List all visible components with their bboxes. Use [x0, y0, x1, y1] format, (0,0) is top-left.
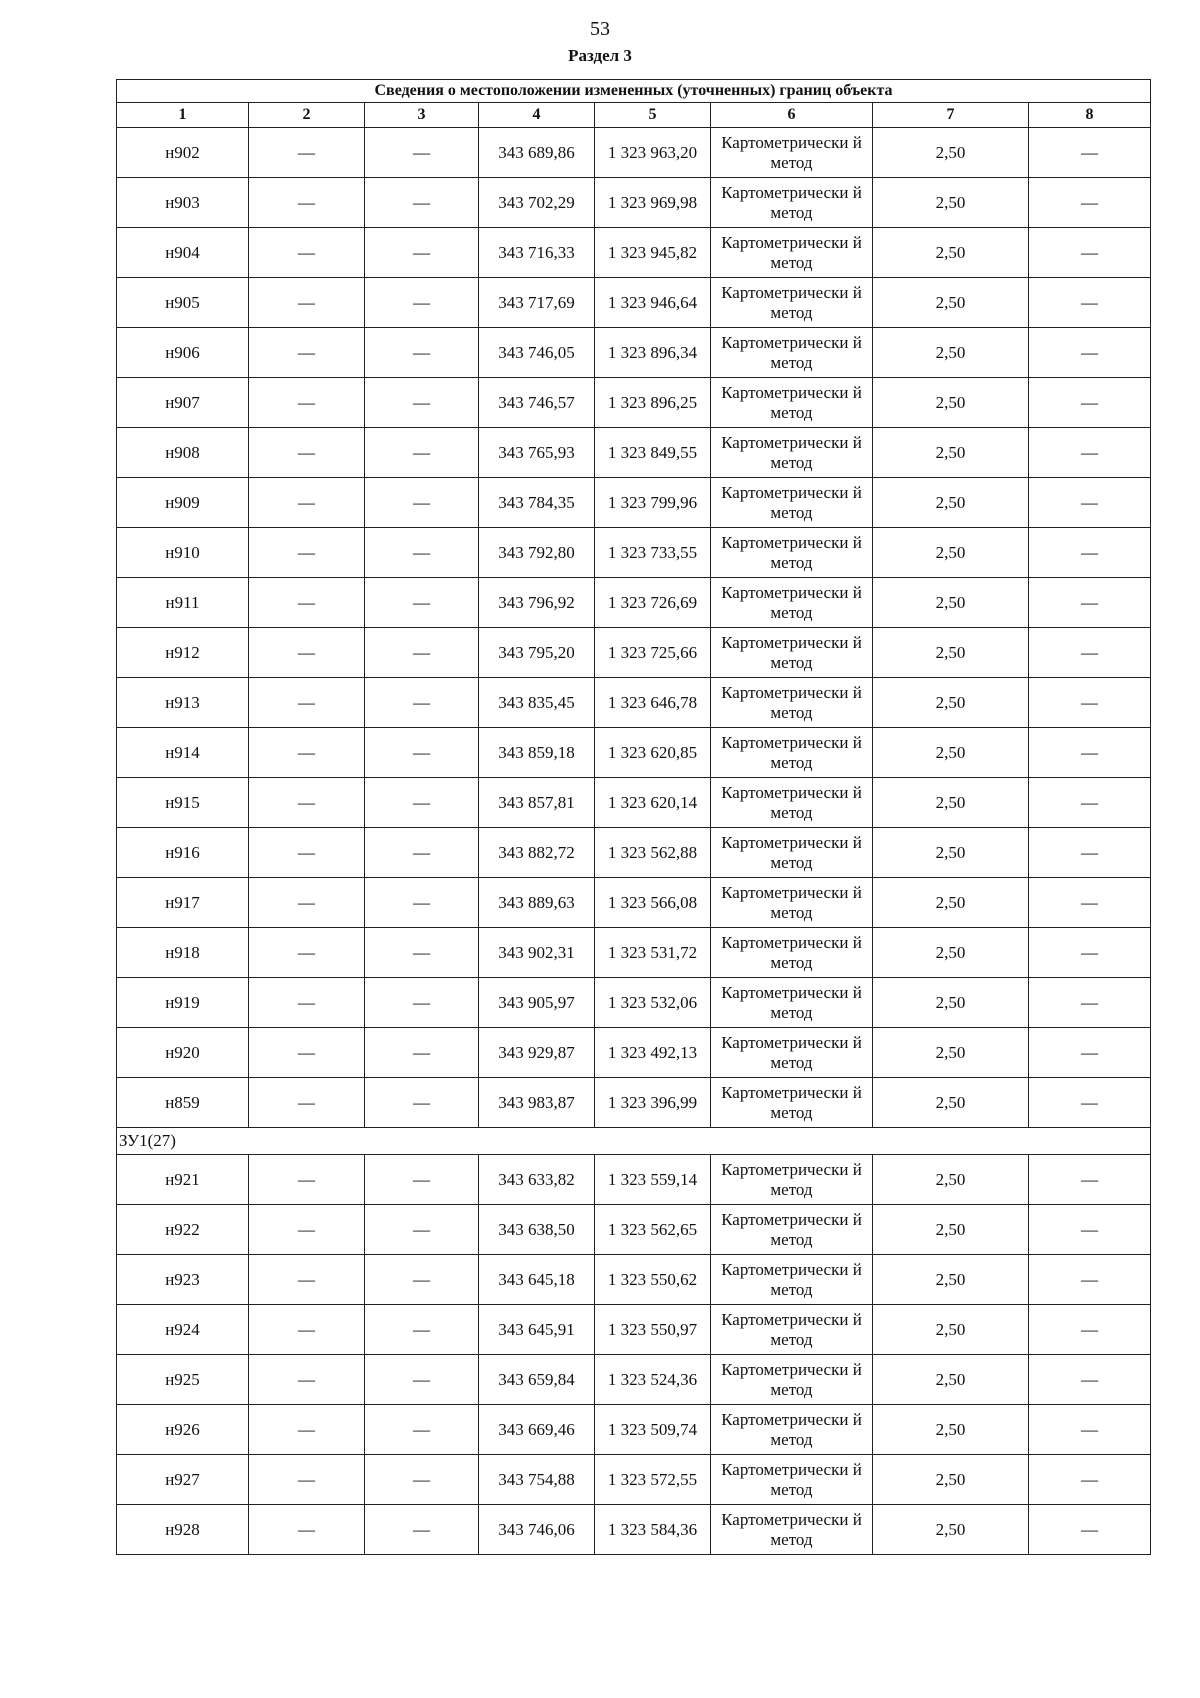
- dash-cell: —: [1029, 578, 1151, 628]
- method-cell: Картометрически й метод: [711, 378, 873, 428]
- accuracy-cell: 2,50: [873, 128, 1029, 178]
- method-cell: Картометрически й метод: [711, 578, 873, 628]
- y-coordinate-cell: 1 323 584,36: [595, 1505, 711, 1555]
- table-row: [117, 528, 1151, 578]
- x-coordinate-cell: 343 633,82: [479, 1155, 595, 1205]
- method-cell: Картометрически й метод: [711, 228, 873, 278]
- point-cell: н911: [117, 578, 249, 628]
- x-coordinate-cell: 343 716,33: [479, 228, 595, 278]
- dash-cell: —: [1029, 228, 1151, 278]
- dash-cell: —: [1029, 378, 1151, 428]
- accuracy-cell: 2,50: [873, 328, 1029, 378]
- dash-cell: —: [1029, 928, 1151, 978]
- method-cell: Картометрически й метод: [711, 728, 873, 778]
- x-coordinate-cell: 343 765,93: [479, 428, 595, 478]
- accuracy-cell: 2,50: [873, 728, 1029, 778]
- method-cell: Картометрически й метод: [711, 978, 873, 1028]
- section-title: Раздел 3: [568, 46, 632, 65]
- table-body-part1: [117, 128, 1151, 1128]
- dash-cell: —: [365, 278, 479, 328]
- table-row: [117, 1255, 1151, 1305]
- method-cell: Картометрически й метод: [711, 1078, 873, 1128]
- dash-cell: —: [365, 1078, 479, 1128]
- dash-cell: —: [365, 728, 479, 778]
- x-coordinate-cell: 343 717,69: [479, 278, 595, 328]
- dash-cell: —: [365, 528, 479, 578]
- point-cell: н906: [117, 328, 249, 378]
- dash-cell: —: [249, 1405, 365, 1455]
- dash-cell: —: [365, 1355, 479, 1405]
- dash-cell: —: [365, 678, 479, 728]
- dash-cell: —: [249, 628, 365, 678]
- dash-cell: —: [249, 1155, 365, 1205]
- dash-cell: —: [249, 1505, 365, 1555]
- y-coordinate-cell: 1 323 896,25: [595, 378, 711, 428]
- accuracy-cell: 2,50: [873, 278, 1029, 328]
- column-number: 1: [117, 103, 249, 128]
- dash-cell: —: [1029, 978, 1151, 1028]
- y-coordinate-cell: 1 323 509,74: [595, 1405, 711, 1455]
- table-row: [117, 778, 1151, 828]
- y-coordinate-cell: 1 323 559,14: [595, 1155, 711, 1205]
- dash-cell: —: [365, 178, 479, 228]
- accuracy-cell: 2,50: [873, 528, 1029, 578]
- y-coordinate-cell: 1 323 799,96: [595, 478, 711, 528]
- dash-cell: —: [365, 1405, 479, 1455]
- point-cell: н925: [117, 1355, 249, 1405]
- point-cell: н909: [117, 478, 249, 528]
- column-number: 8: [1029, 103, 1151, 128]
- dash-cell: —: [365, 828, 479, 878]
- dash-cell: —: [249, 1305, 365, 1355]
- x-coordinate-cell: 343 905,97: [479, 978, 595, 1028]
- dash-cell: —: [249, 1355, 365, 1405]
- accuracy-cell: 2,50: [873, 228, 1029, 278]
- point-cell: н924: [117, 1305, 249, 1355]
- y-coordinate-cell: 1 323 963,20: [595, 128, 711, 178]
- table-row: [117, 678, 1151, 728]
- accuracy-cell: 2,50: [873, 778, 1029, 828]
- method-cell: Картометрически й метод: [711, 278, 873, 328]
- dash-cell: —: [1029, 328, 1151, 378]
- accuracy-cell: 2,50: [873, 1155, 1029, 1205]
- method-cell: Картометрически й метод: [711, 628, 873, 678]
- dash-cell: —: [249, 328, 365, 378]
- method-cell: Картометрически й метод: [711, 1355, 873, 1405]
- dash-cell: —: [365, 1205, 479, 1255]
- dash-cell: —: [1029, 628, 1151, 678]
- accuracy-cell: 2,50: [873, 578, 1029, 628]
- method-cell: Картометрически й метод: [711, 1505, 873, 1555]
- dash-cell: —: [249, 1205, 365, 1255]
- table-row: [117, 128, 1151, 178]
- x-coordinate-cell: 343 902,31: [479, 928, 595, 978]
- column-number-row: [117, 103, 1151, 128]
- dash-cell: —: [365, 878, 479, 928]
- y-coordinate-cell: 1 323 562,65: [595, 1205, 711, 1255]
- point-cell: н859: [117, 1078, 249, 1128]
- x-coordinate-cell: 343 796,92: [479, 578, 595, 628]
- dash-cell: —: [365, 478, 479, 528]
- table-row: [117, 1078, 1151, 1128]
- column-number: 6: [711, 103, 873, 128]
- table-row: [117, 578, 1151, 628]
- point-cell: н903: [117, 178, 249, 228]
- method-cell: Картометрически й метод: [711, 828, 873, 878]
- point-cell: н923: [117, 1255, 249, 1305]
- point-cell: н905: [117, 278, 249, 328]
- point-cell: н916: [117, 828, 249, 878]
- point-cell: н922: [117, 1205, 249, 1255]
- dash-cell: —: [365, 978, 479, 1028]
- x-coordinate-cell: 343 889,63: [479, 878, 595, 928]
- accuracy-cell: 2,50: [873, 1455, 1029, 1505]
- dash-cell: —: [365, 328, 479, 378]
- y-coordinate-cell: 1 323 646,78: [595, 678, 711, 728]
- table-row: [117, 378, 1151, 428]
- point-cell: н902: [117, 128, 249, 178]
- y-coordinate-cell: 1 323 946,64: [595, 278, 711, 328]
- method-cell: Картометрически й метод: [711, 428, 873, 478]
- dash-cell: —: [1029, 428, 1151, 478]
- dash-cell: —: [1029, 828, 1151, 878]
- accuracy-cell: 2,50: [873, 1355, 1029, 1405]
- dash-cell: —: [1029, 1405, 1151, 1455]
- table-row: [117, 278, 1151, 328]
- dash-cell: —: [1029, 1205, 1151, 1255]
- group-separator: [117, 1128, 1151, 1155]
- y-coordinate-cell: 1 323 562,88: [595, 828, 711, 878]
- y-coordinate-cell: 1 323 849,55: [595, 428, 711, 478]
- x-coordinate-cell: 343 983,87: [479, 1078, 595, 1128]
- dash-cell: —: [249, 428, 365, 478]
- y-coordinate-cell: 1 323 726,69: [595, 578, 711, 628]
- dash-cell: —: [365, 628, 479, 678]
- dash-cell: —: [365, 1255, 479, 1305]
- table-row: [117, 878, 1151, 928]
- dash-cell: —: [365, 128, 479, 178]
- point-cell: н928: [117, 1505, 249, 1555]
- method-cell: Картометрически й метод: [711, 128, 873, 178]
- y-coordinate-cell: 1 323 550,97: [595, 1305, 711, 1355]
- table-caption: Сведения о местоположении измененных (уточненных) границ объекта: [117, 80, 1151, 103]
- y-coordinate-cell: 1 323 492,13: [595, 1028, 711, 1078]
- x-coordinate-cell: 343 645,91: [479, 1305, 595, 1355]
- dash-cell: —: [1029, 1305, 1151, 1355]
- dash-cell: —: [1029, 128, 1151, 178]
- dash-cell: —: [365, 378, 479, 428]
- table-row: [117, 928, 1151, 978]
- method-cell: Картометрически й метод: [711, 1305, 873, 1355]
- accuracy-cell: 2,50: [873, 928, 1029, 978]
- method-cell: Картометрически й метод: [711, 1405, 873, 1455]
- method-cell: Картометрически й метод: [711, 878, 873, 928]
- point-cell: н908: [117, 428, 249, 478]
- method-cell: Картометрически й метод: [711, 1155, 873, 1205]
- dash-cell: —: [365, 778, 479, 828]
- column-number: 5: [595, 103, 711, 128]
- dash-cell: —: [1029, 728, 1151, 778]
- y-coordinate-cell: 1 323 532,06: [595, 978, 711, 1028]
- dash-cell: —: [365, 578, 479, 628]
- dash-cell: —: [1029, 878, 1151, 928]
- dash-cell: —: [1029, 278, 1151, 328]
- x-coordinate-cell: 343 795,20: [479, 628, 595, 678]
- table-row: [117, 1305, 1151, 1355]
- table-row: [117, 1155, 1151, 1205]
- accuracy-cell: 2,50: [873, 1028, 1029, 1078]
- point-cell: н921: [117, 1155, 249, 1205]
- table-row: [117, 1405, 1151, 1455]
- method-cell: Картометрически й метод: [711, 928, 873, 978]
- accuracy-cell: 2,50: [873, 628, 1029, 678]
- dash-cell: —: [249, 1455, 365, 1505]
- point-cell: н917: [117, 878, 249, 928]
- y-coordinate-cell: 1 323 524,36: [595, 1355, 711, 1405]
- point-cell: н913: [117, 678, 249, 728]
- dash-cell: —: [1029, 678, 1151, 728]
- point-cell: н920: [117, 1028, 249, 1078]
- accuracy-cell: 2,50: [873, 428, 1029, 478]
- table-row: [117, 328, 1151, 378]
- x-coordinate-cell: 343 638,50: [479, 1205, 595, 1255]
- point-cell: н904: [117, 228, 249, 278]
- table-row: [117, 428, 1151, 478]
- accuracy-cell: 2,50: [873, 1405, 1029, 1455]
- point-cell: н914: [117, 728, 249, 778]
- y-coordinate-cell: 1 323 531,72: [595, 928, 711, 978]
- y-coordinate-cell: 1 323 945,82: [595, 228, 711, 278]
- accuracy-cell: 2,50: [873, 378, 1029, 428]
- accuracy-cell: 2,50: [873, 1505, 1029, 1555]
- dash-cell: —: [1029, 1078, 1151, 1128]
- method-cell: Картометрически й метод: [711, 178, 873, 228]
- dash-cell: —: [1029, 178, 1151, 228]
- table-row: [117, 1505, 1151, 1555]
- y-coordinate-cell: 1 323 969,98: [595, 178, 711, 228]
- x-coordinate-cell: 343 659,84: [479, 1355, 595, 1405]
- y-coordinate-cell: 1 323 733,55: [595, 528, 711, 578]
- accuracy-cell: 2,50: [873, 1078, 1029, 1128]
- dash-cell: —: [249, 1028, 365, 1078]
- group-label: ЗУ1(27): [117, 1128, 1151, 1155]
- x-coordinate-cell: 343 784,35: [479, 478, 595, 528]
- table-row: [117, 228, 1151, 278]
- method-cell: Картометрически й метод: [711, 528, 873, 578]
- point-cell: н910: [117, 528, 249, 578]
- page-number: 53: [590, 18, 610, 40]
- accuracy-cell: 2,50: [873, 1305, 1029, 1355]
- dash-cell: —: [1029, 528, 1151, 578]
- x-coordinate-cell: 343 669,46: [479, 1405, 595, 1455]
- y-coordinate-cell: 1 323 620,14: [595, 778, 711, 828]
- dash-cell: —: [365, 928, 479, 978]
- table-row: [117, 178, 1151, 228]
- y-coordinate-cell: 1 323 725,66: [595, 628, 711, 678]
- method-cell: Картометрически й метод: [711, 1205, 873, 1255]
- table-row: [117, 828, 1151, 878]
- dash-cell: —: [1029, 478, 1151, 528]
- table-row: [117, 1455, 1151, 1505]
- accuracy-cell: 2,50: [873, 678, 1029, 728]
- column-number: 4: [479, 103, 595, 128]
- table-row: [117, 1355, 1151, 1405]
- dash-cell: —: [249, 828, 365, 878]
- dash-cell: —: [365, 428, 479, 478]
- dash-cell: —: [1029, 1255, 1151, 1305]
- x-coordinate-cell: 343 645,18: [479, 1255, 595, 1305]
- dash-cell: —: [1029, 1155, 1151, 1205]
- y-coordinate-cell: 1 323 396,99: [595, 1078, 711, 1128]
- table-row: [117, 1028, 1151, 1078]
- dash-cell: —: [365, 1305, 479, 1355]
- column-number: 2: [249, 103, 365, 128]
- dash-cell: —: [365, 1028, 479, 1078]
- method-cell: Картометрически й метод: [711, 778, 873, 828]
- dash-cell: —: [249, 1078, 365, 1128]
- dash-cell: —: [365, 1155, 479, 1205]
- x-coordinate-cell: 343 746,06: [479, 1505, 595, 1555]
- point-cell: н919: [117, 978, 249, 1028]
- x-coordinate-cell: 343 857,81: [479, 778, 595, 828]
- x-coordinate-cell: 343 792,80: [479, 528, 595, 578]
- table-row: [117, 978, 1151, 1028]
- x-coordinate-cell: 343 929,87: [479, 1028, 595, 1078]
- x-coordinate-cell: 343 746,05: [479, 328, 595, 378]
- method-cell: Картометрически й метод: [711, 478, 873, 528]
- point-cell: н907: [117, 378, 249, 428]
- x-coordinate-cell: 343 835,45: [479, 678, 595, 728]
- dash-cell: —: [249, 978, 365, 1028]
- boundary-coordinates-table: [116, 79, 1151, 1555]
- dash-cell: —: [249, 578, 365, 628]
- point-cell: н926: [117, 1405, 249, 1455]
- column-number: 7: [873, 103, 1029, 128]
- dash-cell: —: [249, 1255, 365, 1305]
- y-coordinate-cell: 1 323 550,62: [595, 1255, 711, 1305]
- accuracy-cell: 2,50: [873, 878, 1029, 928]
- table-body-part2: [117, 1155, 1151, 1555]
- dash-cell: —: [249, 228, 365, 278]
- dash-cell: —: [365, 228, 479, 278]
- table-row: [117, 1205, 1151, 1255]
- x-coordinate-cell: 343 746,57: [479, 378, 595, 428]
- dash-cell: —: [249, 678, 365, 728]
- x-coordinate-cell: 343 754,88: [479, 1455, 595, 1505]
- y-coordinate-cell: 1 323 896,34: [595, 328, 711, 378]
- accuracy-cell: 2,50: [873, 978, 1029, 1028]
- table-row: [117, 728, 1151, 778]
- dash-cell: —: [249, 278, 365, 328]
- x-coordinate-cell: 343 702,29: [479, 178, 595, 228]
- accuracy-cell: 2,50: [873, 1205, 1029, 1255]
- method-cell: Картометрически й метод: [711, 1028, 873, 1078]
- dash-cell: —: [249, 178, 365, 228]
- dash-cell: —: [249, 878, 365, 928]
- point-cell: н927: [117, 1455, 249, 1505]
- point-cell: н912: [117, 628, 249, 678]
- dash-cell: —: [249, 478, 365, 528]
- dash-cell: —: [1029, 778, 1151, 828]
- method-cell: Картометрически й метод: [711, 1455, 873, 1505]
- dash-cell: —: [249, 728, 365, 778]
- method-cell: Картометрически й метод: [711, 678, 873, 728]
- dash-cell: —: [365, 1505, 479, 1555]
- dash-cell: —: [365, 1455, 479, 1505]
- dash-cell: —: [249, 128, 365, 178]
- column-number: 3: [365, 103, 479, 128]
- point-cell: н918: [117, 928, 249, 978]
- point-cell: н915: [117, 778, 249, 828]
- x-coordinate-cell: 343 689,86: [479, 128, 595, 178]
- method-cell: Картометрически й метод: [711, 1255, 873, 1305]
- accuracy-cell: 2,50: [873, 478, 1029, 528]
- y-coordinate-cell: 1 323 566,08: [595, 878, 711, 928]
- accuracy-cell: 2,50: [873, 828, 1029, 878]
- x-coordinate-cell: 343 882,72: [479, 828, 595, 878]
- accuracy-cell: 2,50: [873, 178, 1029, 228]
- dash-cell: —: [249, 378, 365, 428]
- x-coordinate-cell: 343 859,18: [479, 728, 595, 778]
- method-cell: Картометрически й метод: [711, 328, 873, 378]
- dash-cell: —: [249, 928, 365, 978]
- dash-cell: —: [1029, 1505, 1151, 1555]
- y-coordinate-cell: 1 323 572,55: [595, 1455, 711, 1505]
- dash-cell: —: [1029, 1028, 1151, 1078]
- table-row: [117, 628, 1151, 678]
- accuracy-cell: 2,50: [873, 1255, 1029, 1305]
- dash-cell: —: [1029, 1355, 1151, 1405]
- table-row: [117, 478, 1151, 528]
- dash-cell: —: [249, 528, 365, 578]
- dash-cell: —: [249, 778, 365, 828]
- dash-cell: —: [1029, 1455, 1151, 1505]
- y-coordinate-cell: 1 323 620,85: [595, 728, 711, 778]
